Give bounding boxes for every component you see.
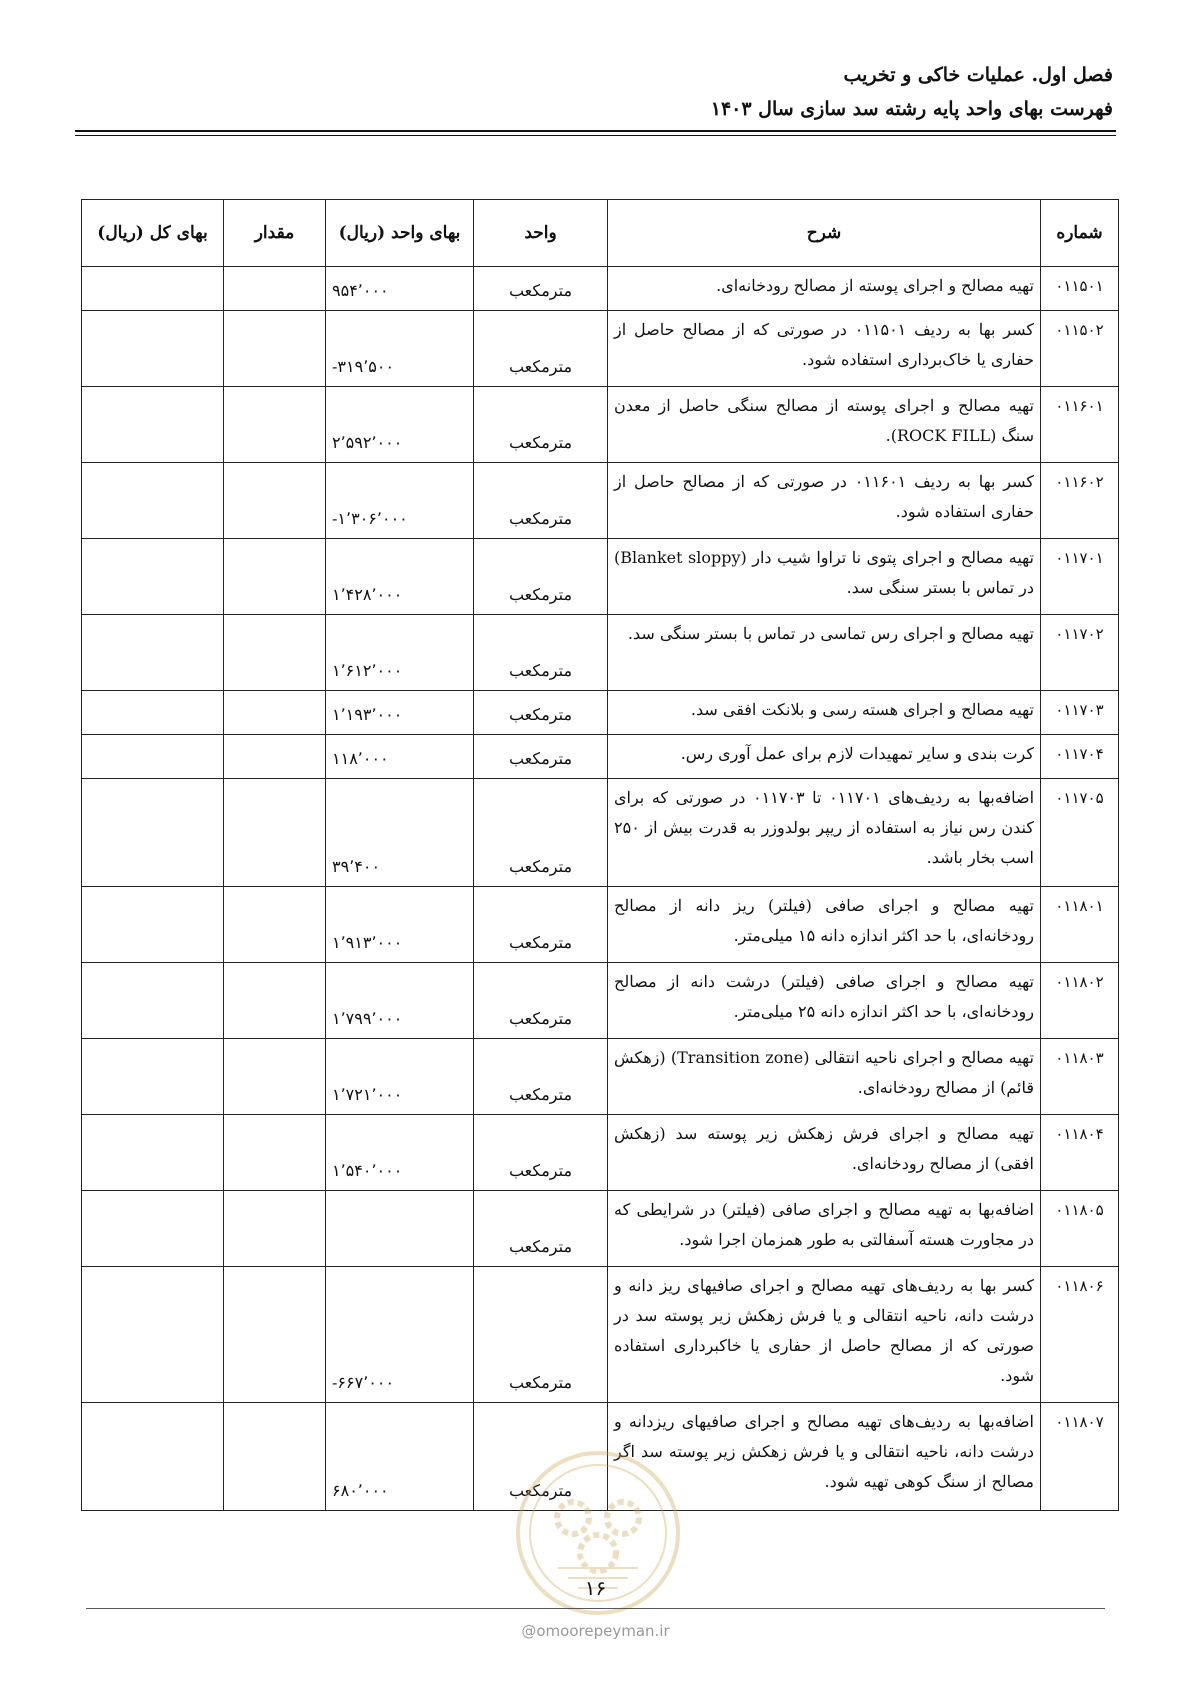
row-unit: مترمکعب <box>474 1267 608 1403</box>
row-quantity <box>224 1039 326 1115</box>
table-row <box>82 963 1119 1039</box>
row-description: تهیه مصالح و اجرای صافی (فیلتر) ریز دانه از مصالح رودخانه‌ای، با حد اکثر اندازه دانه ۱۵ میلی‌متر. <box>608 887 1041 963</box>
row-code: ۰۱۱۸۰۲ <box>1041 963 1119 1039</box>
table-row <box>82 1403 1119 1511</box>
row-total-price <box>82 1403 224 1511</box>
row-unit-price: -۳۱۹٬۵۰۰ <box>326 311 474 387</box>
row-total-price <box>82 387 224 463</box>
row-unit: مترمکعب <box>474 735 608 779</box>
table-row <box>82 311 1119 387</box>
row-unit: مترمکعب <box>474 1039 608 1115</box>
row-unit: مترمکعب <box>474 311 608 387</box>
header-quantity: مقدار <box>224 200 326 267</box>
row-description: تهیه مصالح و اجرای پتوی نا تراوا شیب دار (Blanket sloppy) در تماس با بستر سنگی سد. <box>608 539 1041 615</box>
row-quantity <box>224 691 326 735</box>
row-description: تهیه مصالح و اجرای ناحیه انتقالی (Transition zone) (زهکش قائم) از مصالح رودخانه‌ای. <box>608 1039 1041 1115</box>
row-quantity <box>224 735 326 779</box>
table-row <box>82 1115 1119 1191</box>
row-code: ۰۱۱۸۰۳ <box>1041 1039 1119 1115</box>
row-quantity <box>224 463 326 539</box>
row-quantity <box>224 1267 326 1403</box>
row-total-price <box>82 463 224 539</box>
row-code: ۰۱۱۵۰۱ <box>1041 267 1119 311</box>
header-unit: واحد <box>474 200 608 267</box>
row-total-price <box>82 735 224 779</box>
row-code: ۰۱۱۷۰۲ <box>1041 615 1119 691</box>
header-rule-thick <box>75 130 1116 132</box>
header-code: شماره <box>1041 200 1119 267</box>
table-row <box>82 615 1119 691</box>
row-quantity <box>224 887 326 963</box>
row-total-price <box>82 1191 224 1267</box>
row-unit: مترمکعب <box>474 267 608 311</box>
row-unit-price: ۹۵۴٬۰۰۰ <box>326 267 474 311</box>
table-row <box>82 539 1119 615</box>
row-code: ۰۱۱۷۰۵ <box>1041 779 1119 887</box>
table-row <box>82 267 1119 311</box>
row-unit-price: -۱٬۳۰۶٬۰۰۰ <box>326 463 474 539</box>
row-quantity <box>224 963 326 1039</box>
row-description: اضافه‌بها به ردیف‌های تهیه مصالح و اجرای صافیهای ریزدانه و درشت دانه، ناحیه انتقالی و یا فرش زهکش زیر پوسته سد اگر مصالح از سنگ کوهی تهیه شود. <box>608 1403 1041 1511</box>
row-unit: مترمکعب <box>474 1115 608 1191</box>
row-quantity <box>224 1115 326 1191</box>
row-total-price <box>82 311 224 387</box>
chapter-title: فصل اول. عملیات خاکی و تخریب <box>843 64 1113 86</box>
row-unit-price: ۱٬۶۱۲٬۰۰۰ <box>326 615 474 691</box>
row-code: ۰۱۱۷۰۱ <box>1041 539 1119 615</box>
table-row <box>82 691 1119 735</box>
row-code: ۰۱۱۸۰۱ <box>1041 887 1119 963</box>
row-unit-price: ۱۱۸٬۰۰۰ <box>326 735 474 779</box>
row-unit: مترمکعب <box>474 779 608 887</box>
row-description: تهیه مصالح و اجرای پوسته از مصالح سنگی حاصل از معدن سنگ (ROCK FILL). <box>608 387 1041 463</box>
row-unit: مترمکعب <box>474 887 608 963</box>
row-unit: مترمکعب <box>474 691 608 735</box>
row-unit-price: ۱٬۷۲۱٬۰۰۰ <box>326 1039 474 1115</box>
document-title: فهرست بهای واحد پایه رشته سد سازی سال ۱۴۰۳ <box>710 98 1113 120</box>
row-total-price <box>82 615 224 691</box>
row-unit-price: ۱٬۵۴۰٬۰۰۰ <box>326 1115 474 1191</box>
table-row <box>82 735 1119 779</box>
row-unit: مترمکعب <box>474 463 608 539</box>
header-unit-price: بهای واحد (ریال) <box>326 200 474 267</box>
row-code: ۰۱۱۸۰۵ <box>1041 1191 1119 1267</box>
row-unit: مترمکعب <box>474 539 608 615</box>
row-unit-price: ۱٬۷۹۹٬۰۰۰ <box>326 963 474 1039</box>
row-code: ۰۱۱۸۰۶ <box>1041 1267 1119 1403</box>
page-number: ۱۶ <box>584 1576 607 1600</box>
row-description: تهیه مصالح و اجرای فرش زهکش زیر پوسته سد (زهکش افقی) از مصالح رودخانه‌ای. <box>608 1115 1041 1191</box>
row-code: ۰۱۱۶۰۲ <box>1041 463 1119 539</box>
row-total-price <box>82 1115 224 1191</box>
table-header-row <box>82 200 1119 267</box>
row-total-price <box>82 691 224 735</box>
row-description: تهیه مصالح و اجرای رس تماسی در تماس با بستر سنگی سد. <box>608 615 1041 691</box>
table-row <box>82 779 1119 887</box>
row-unit: مترمکعب <box>474 387 608 463</box>
row-total-price <box>82 267 224 311</box>
table-row <box>82 1191 1119 1267</box>
row-total-price <box>82 779 224 887</box>
row-quantity <box>224 1403 326 1511</box>
row-quantity <box>224 779 326 887</box>
header-total-price: بهای کل (ریال) <box>82 200 224 267</box>
row-description: کسر بها به ردیف ۰۱۱۶۰۱ در صورتی که از مصالح حاصل از حفاری استفاده شود. <box>608 463 1041 539</box>
row-code: ۰۱۱۷۰۳ <box>1041 691 1119 735</box>
row-unit: مترمکعب <box>474 1191 608 1267</box>
row-unit-price: ۶۸۰٬۰۰۰ <box>326 1403 474 1511</box>
site-watermark: @omoorepeyman.ir <box>521 1622 670 1640</box>
footer-rule <box>86 1608 1105 1609</box>
row-description: کسر بها به ردیف ۰۱۱۵۰۱ در صورتی که از مصالح حاصل از حفاری یا خاک‌برداری استفاده شود. <box>608 311 1041 387</box>
row-total-price <box>82 887 224 963</box>
row-description: کرت بندی و سایر تمهیدات لازم برای عمل آوری رس. <box>608 735 1041 779</box>
table-row <box>82 1039 1119 1115</box>
header-description: شرح <box>608 200 1041 267</box>
row-unit-price: ۱٬۴۲۸٬۰۰۰ <box>326 539 474 615</box>
table-row <box>82 463 1119 539</box>
table-row <box>82 887 1119 963</box>
row-code: ۰۱۱۸۰۴ <box>1041 1115 1119 1191</box>
row-description: تهیه مصالح و اجرای هسته رسی و بلانکت افقی سد. <box>608 691 1041 735</box>
row-unit: مترمکعب <box>474 615 608 691</box>
row-total-price <box>82 1039 224 1115</box>
row-unit-price: ۱٬۱۹۳٬۰۰۰ <box>326 691 474 735</box>
row-description: اضافه‌بها به تهیه مصالح و اجرای صافی (فیلتر) در شرایطی که در مجاورت هسته آسفالتی به طور همزمان اجرا شود. <box>608 1191 1041 1267</box>
page-header <box>78 58 1113 126</box>
row-code: ۰۱۱۵۰۲ <box>1041 311 1119 387</box>
row-unit-price: -۶۶۷٬۰۰۰ <box>326 1267 474 1403</box>
row-quantity <box>224 1191 326 1267</box>
row-code: ۰۱۱۶۰۱ <box>1041 387 1119 463</box>
row-quantity <box>224 311 326 387</box>
row-code: ۰۱۱۷۰۴ <box>1041 735 1119 779</box>
row-unit-price: ۳۹٬۴۰۰ <box>326 779 474 887</box>
row-total-price <box>82 1267 224 1403</box>
row-description: تهیه مصالح و اجرای صافی (فیلتر) درشت دانه از مصالح رودخانه‌ای، با حد اکثر اندازه دانه ۲۵ میلی‌متر. <box>608 963 1041 1039</box>
row-total-price <box>82 539 224 615</box>
row-description: اضافه‌بها به ردیف‌های ۰۱۱۷۰۱ تا ۰۱۱۷۰۳ در صورتی که برای کندن رس نیاز به استفاده از ریپر بولدوزر به قدرت بیش از ۲۵۰ اسب بخار باشد. <box>608 779 1041 887</box>
row-description: کسر بها به ردیف‌های تهیه مصالح و اجرای صافیهای ریز دانه و درشت دانه، ناحیه انتقالی و یا فرش زهکش زیر پوسته سد در صورتی که از مصالح حاصل از حفاری یا خاکبرداری استفاده شود. <box>608 1267 1041 1403</box>
row-unit: مترمکعب <box>474 1403 608 1511</box>
table-row <box>82 387 1119 463</box>
row-quantity <box>224 615 326 691</box>
row-total-price <box>82 963 224 1039</box>
row-quantity <box>224 387 326 463</box>
row-quantity <box>224 539 326 615</box>
table-row <box>82 1267 1119 1403</box>
row-code: ۰۱۱۸۰۷ <box>1041 1403 1119 1511</box>
row-unit-price <box>326 1191 474 1267</box>
row-unit-price: ۲٬۵۹۲٬۰۰۰ <box>326 387 474 463</box>
row-quantity <box>224 267 326 311</box>
row-unit-price: ۱٬۹۱۳٬۰۰۰ <box>326 887 474 963</box>
row-description: تهیه مصالح و اجرای پوسته از مصالح رودخانه‌ای. <box>608 267 1041 311</box>
row-unit: مترمکعب <box>474 963 608 1039</box>
price-table <box>81 199 1119 1511</box>
header-rule-thin <box>75 135 1116 136</box>
